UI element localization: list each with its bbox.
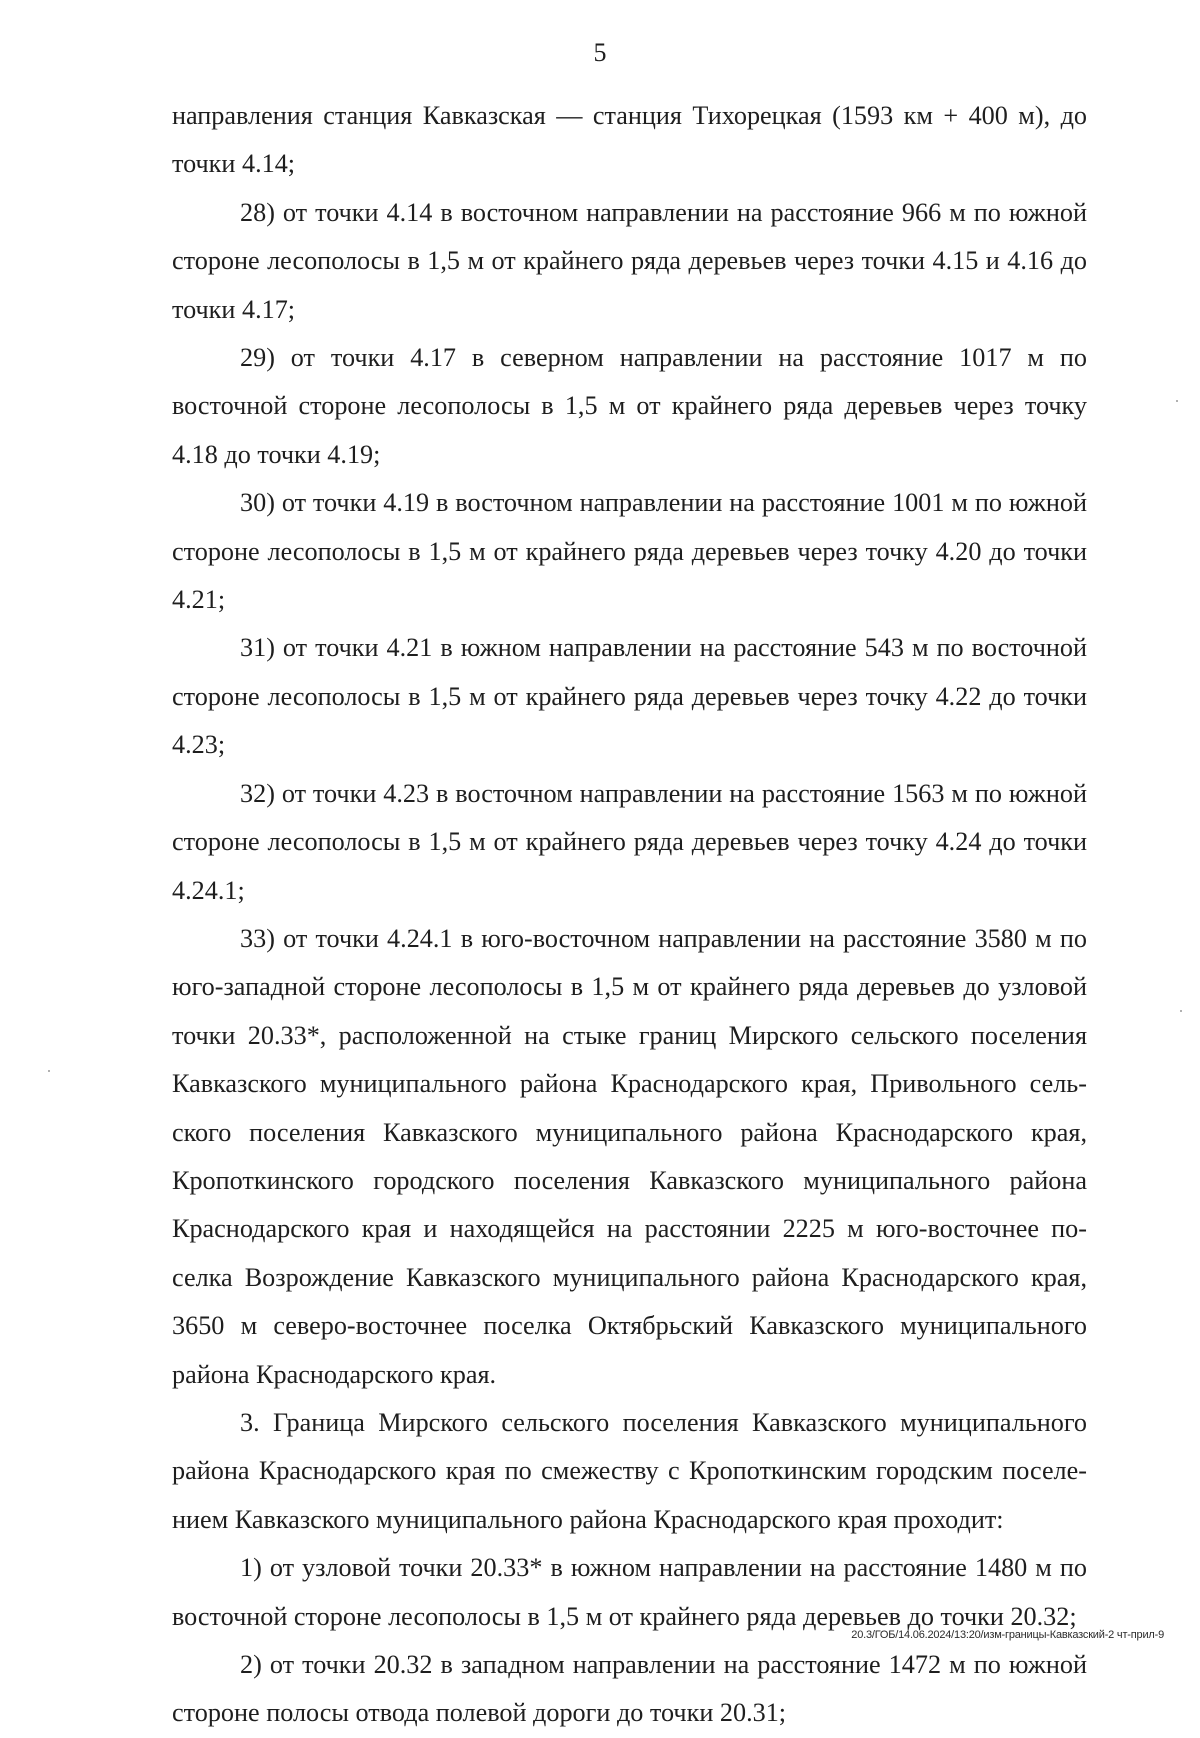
paragraph-section-3-item-1: 1) от узловой точки 20.33* в южном направлении на расстояние 1480 м по восточной стороне лесополосы в 1,5 м от крайнего ряда деревьев до точки 20.32;	[172, 1553, 1087, 1631]
paragraph-item-31: 31) от точки 4.21 в южном направлении на расстояние 543 м по восточной стороне лесополосы в 1,5 м от крайнего ряда деревьев через точку 4.22 до точки 4.23;	[172, 633, 1087, 760]
document-body	[172, 92, 1087, 1738]
paragraph-item-32: 32) от точки 4.23 в восточном направлении на расстояние 1563 м по южной стороне лесополосы в 1,5 м от крайнего ряда деревьев через точку 4.24 до точки 4.24.1;	[172, 778, 1087, 905]
scan-speck	[1176, 400, 1178, 402]
paragraph-item-30: 30) от точки 4.19 в восточном направлении на расстояние 1001 м по южной стороне лесополосы в 1,5 м от крайнего ряда деревьев через точку 4.20 до точки 4.21;	[172, 488, 1087, 615]
paragraph-item-28: 28) от точки 4.14 в восточном направлении на расстояние 966 м по южной стороне лесополосы в 1,5 м от крайнего ряда деревьев через точки 4.15 и 4.16 до точки 4.17;	[172, 197, 1087, 324]
paragraph-item-33: 33) от точки 4.24.1 в юго-восточном направлении на расстояние 3580 м по юго-западной стороне лесополосы в 1,5 м от крайнего ряда деревьев до узловой точки 20.33*, расположенной на стыке границ Мирского сельского поселения Кавказского муниципального района Краснодарского края, Привольного сельского поселения Кавказского муниципального района Краснодарского края, Кропоткинского городского поселения Кавказского муниципального района Краснодарского края и находящейся на расстоянии 2225 м юго-восточнее поселка Возрождение Кавказского муниципального района Краснодарского края, 3650 м северо-восточнее поселка Октябрьский Кавказского муниципального района Краснодарского края.	[172, 923, 1087, 1389]
paragraph-item-29: 29) от точки 4.17 в северном направлении на расстояние 1017 м по восточной стороне лесополосы в 1,5 м от крайнего ряда деревьев через точку 4.18 до точки 4.19;	[172, 343, 1087, 469]
page-number: 5	[593, 38, 607, 67]
scan-speck	[48, 1070, 50, 1072]
paragraph-section-3-item-2: 2) от точки 20.32 в западном направлении на расстояние 1472 м по южной стороне полосы отвода полевой дороги до точки 20.31;	[172, 1650, 1087, 1728]
scan-speck	[1180, 1010, 1182, 1012]
document-footer-code: 20.3/ГОБ/14.06.2024/13:20/изм-границы-Кавказский-2 чт-прил-9	[851, 1629, 1164, 1641]
paragraph-section-3: 3. Граница Мирского сельского поселения Кавказского муниципального района Краснодарского края по смежеству с Кропоткинским городским поселением Кавказского муниципального района Краснодарского края проходит:	[172, 1407, 1087, 1534]
paragraph-continuation: направления станция Кавказская — станция Тихорецкая (1593 км + 400 м), до точки 4.14;	[172, 101, 1087, 179]
